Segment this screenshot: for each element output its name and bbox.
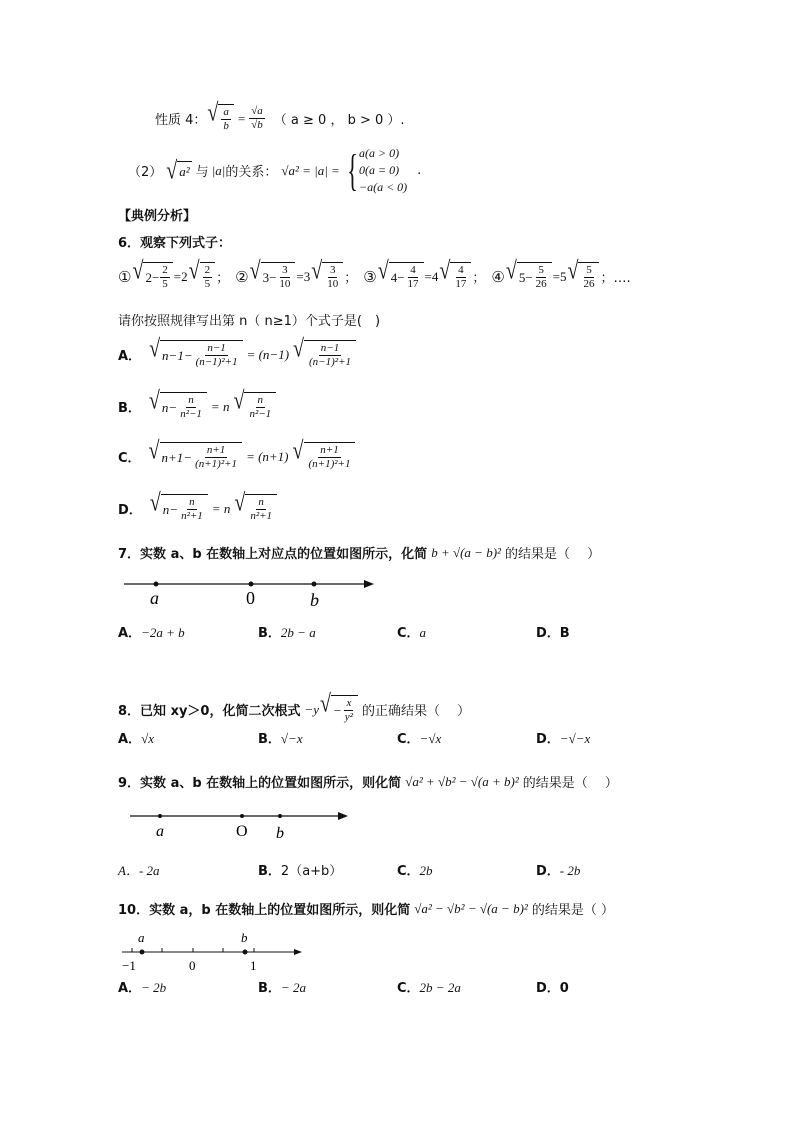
q10-option-a[interactable]: A．− 2b xyxy=(118,979,167,996)
q9-stem-line xyxy=(118,772,618,791)
case-row: 0(a = 0) xyxy=(358,163,400,177)
relation-sqrt-a2: √ a² xyxy=(166,156,190,185)
relation-end: . xyxy=(417,163,422,178)
example-expression: √ 2 − $\frac{2}{5}$ xyxy=(132,262,172,291)
q8-option-c[interactable]: C．−√x xyxy=(397,730,442,747)
axis-label: 0 xyxy=(246,588,255,608)
q7-option-c[interactable]: C．a xyxy=(397,624,427,641)
property-4-label: 性质 4： xyxy=(155,113,207,128)
option-label: D． xyxy=(118,503,142,518)
property-4-line: 性质 4： √ $\frac{a}{b}$ = $\frac{√a}{√b}$ （ a ≥ 0 ， b > 0 ）. xyxy=(155,99,405,132)
q6-option-d[interactable]: D． √ n− $\frac{n}{\text{n²+1}}$ = n √ $\frac{n}{\text{n²+1}}$ xyxy=(118,494,278,523)
example-expression: √ 5 − $\frac{5}{26}$ xyxy=(506,262,552,291)
q10-stem-line xyxy=(118,899,614,918)
q7-stem: 7．实数 a、b 在数轴上对应点的位置如图所示，化简 xyxy=(118,547,428,562)
point-a xyxy=(158,814,162,818)
option-label: A． xyxy=(118,349,142,364)
q6-examples: ① √ 2 − $\frac{2}{5}$ = 2 √ $\frac{2}{5}$ ； ② √ 3 − $\frac{3}{10}$ = 3 √ $\frac{3}{10}$ ； ③ √ 4 − $\frac{4}{17}$ = 4 √ $\frac{4}{17}$ ； ④ √ 5 − $\frac{5}{26}$ = 5 √ $\frac{5}{26}$ ；…. xyxy=(118,257,631,290)
q10-option-c[interactable]: C．2b − 2a xyxy=(397,979,461,996)
point-a xyxy=(154,582,159,587)
q8-stem-line: 8．已知 xy＞0，化简二次根式 −y √ − $\frac{x}{\text{y²}}$ 的正确结果（ ） xyxy=(118,690,471,723)
relation-eq: √a² = |a| = xyxy=(281,162,340,178)
q9-option-a[interactable]: A．- 2a xyxy=(118,862,160,878)
q7-expression: b + √(a − b)² xyxy=(431,544,501,560)
property-4-condition: （ a ≥ 0 ， b > 0 ）. xyxy=(273,113,405,128)
axis-label: b xyxy=(276,825,284,842)
axis-label: a xyxy=(150,588,159,608)
example-ellipsis: ；…. xyxy=(600,271,631,286)
q10-expression: √a² − √b² − √(a − b)² xyxy=(414,900,528,916)
property-4-lhs: √ $\frac{a}{b}$ xyxy=(207,104,233,133)
q7-option-a[interactable]: A．−2a + b xyxy=(118,624,185,641)
point-b xyxy=(278,814,282,818)
axis-label: O xyxy=(236,823,248,840)
q8-option-a[interactable]: A．√x xyxy=(118,730,154,747)
option-label: C． xyxy=(118,451,141,466)
axis-label: a xyxy=(156,823,164,840)
q8-tail: 的正确结果（ ） xyxy=(361,704,471,719)
q10-stem: 10．实数 a，b 在数轴上的位置如图所示，则化简 xyxy=(118,903,411,918)
q9-option-d[interactable]: D．- 2b xyxy=(536,862,581,879)
case-row: −a(a < 0) xyxy=(358,180,408,194)
relation-abs: |a| xyxy=(211,162,226,178)
q10-option-b[interactable]: B．− 2a xyxy=(258,979,306,996)
relation-prefix: （2） xyxy=(128,165,163,180)
q8-option-d[interactable]: D．−√−x xyxy=(536,730,591,747)
axis-tick-label: −1 xyxy=(122,958,136,973)
q10-option-d[interactable]: D．0 xyxy=(536,980,569,996)
q9-option-b[interactable]: B．2（a+b） xyxy=(258,863,343,879)
relation-mid: 与 xyxy=(195,165,209,180)
q8-stem: 8．已知 xy＞0，化简二次根式 xyxy=(118,704,301,719)
axis-point-label: b xyxy=(241,930,248,945)
q6-option-b[interactable]: B． √ n− $\frac{n}{\text{n²−1}}$ = n √ $\frac{n}{\text{n²−1}}$ xyxy=(118,392,277,421)
q6-stem: 6．观察下列式子： xyxy=(118,236,232,251)
q7-option-b[interactable]: B．2b − a xyxy=(258,624,316,641)
example-marker: ③ xyxy=(363,267,377,286)
point-o xyxy=(240,814,244,818)
q9-option-c[interactable]: C．2b xyxy=(397,862,433,879)
section-title: 【典例分析】 xyxy=(118,209,197,224)
example-expression: √ 4 − $\frac{4}{17}$ xyxy=(378,262,424,291)
q9-stem: 9．实数 a、b 在数轴上的位置如图所示，则化简 xyxy=(118,776,402,791)
q7-tail: 的结果是（ ） xyxy=(504,547,601,562)
example-marker: ① xyxy=(118,267,132,286)
q10-tail: 的结果是（ ） xyxy=(531,903,614,918)
option-label: B． xyxy=(118,401,141,416)
q7-stem-line xyxy=(118,543,600,562)
example-expression: √ 3 − $\frac{3}{10}$ xyxy=(250,262,296,291)
point-zero xyxy=(249,582,254,587)
axis-label: b xyxy=(310,590,319,610)
q6-option-a[interactable]: A． √ n−1− $\frac{n-1}{\text{(n−1)²+1}}$ = (n−1) √ $\frac{n-1}{\text{(n−1)²+1}}$ xyxy=(118,340,357,369)
point-b xyxy=(312,582,317,587)
q9-tail: 的结果是（ ） xyxy=(522,776,618,791)
q7-option-d[interactable]: D．B xyxy=(536,625,570,641)
q7-number-line xyxy=(118,570,378,610)
relation-suffix: 的关系： xyxy=(225,165,278,180)
axis-tick-label: 0 xyxy=(189,958,196,973)
case-row: a(a > 0) xyxy=(358,146,400,160)
property-4-rhs: $\frac{√a}{√b}$ xyxy=(251,105,263,131)
point-a xyxy=(140,950,145,955)
q6-ask: 请你按照规律写出第 n（ n≥1）个式子是( ) xyxy=(118,314,381,329)
axis-tick-label: 1 xyxy=(250,958,257,973)
relation-line xyxy=(128,145,421,196)
q9-number-line xyxy=(118,806,358,846)
q10-number-line xyxy=(118,928,308,976)
example-marker: ② xyxy=(235,267,249,286)
point-b xyxy=(243,950,248,955)
example-marker: ④ xyxy=(491,267,505,286)
q8-option-b[interactable]: B．√−x xyxy=(258,730,303,747)
relation-cases: { a(a > 0) 0(a = 0) −a(a < 0) xyxy=(347,145,408,195)
q6-option-c[interactable]: C． √ n+1− $\frac{n+1}{\text{(n+1)²+1}}$ = (n+1) √ $\frac{n+1}{\text{(n+1)²+1}}$ xyxy=(118,442,356,471)
q9-expression: √a² + √b² − √(a + b)² xyxy=(405,773,519,789)
axis-point-label: a xyxy=(138,930,145,945)
